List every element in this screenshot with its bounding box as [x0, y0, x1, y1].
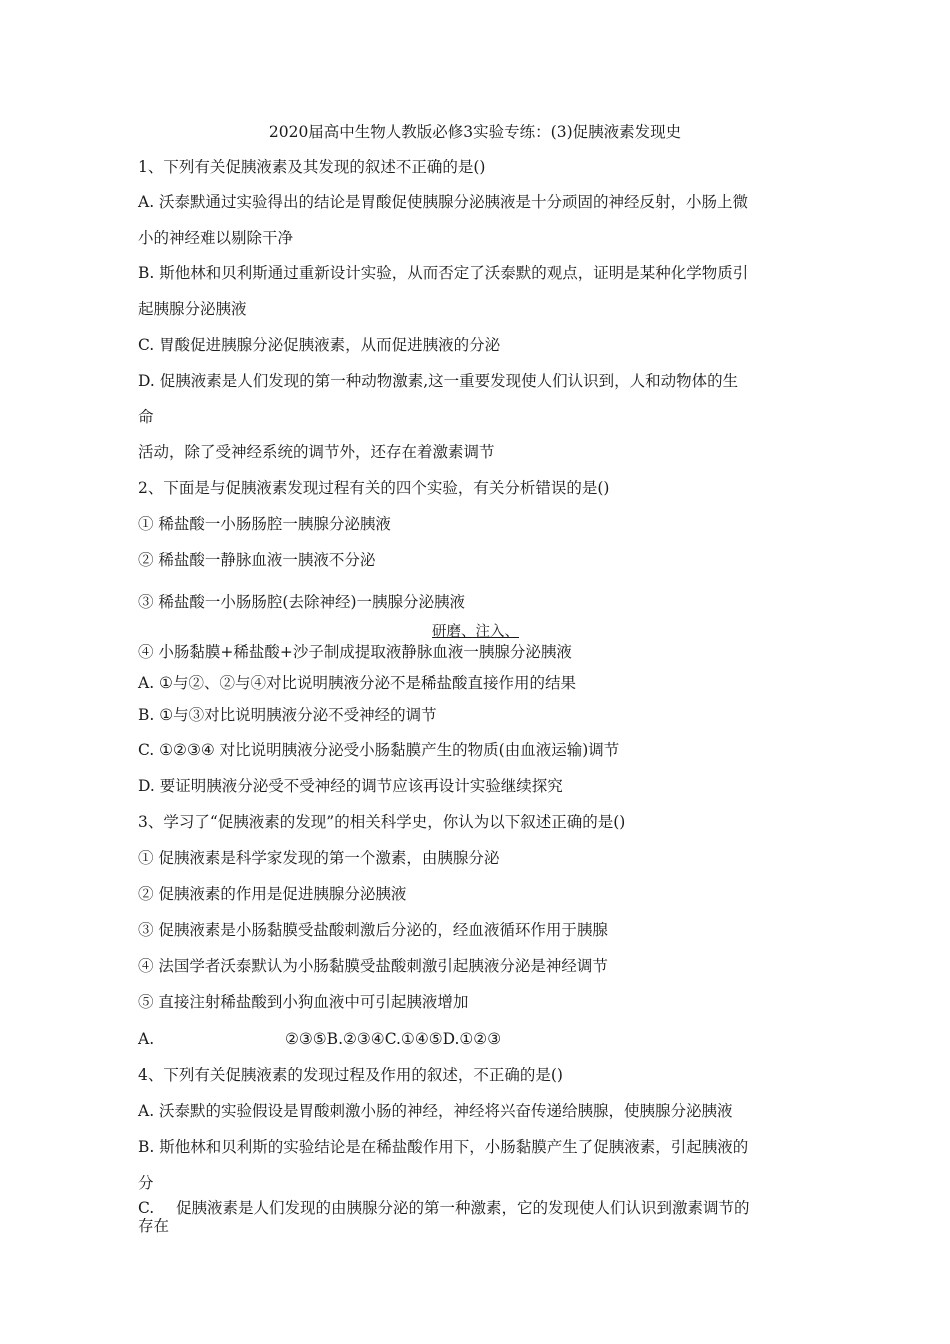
q1-option-c: C. 胃酸促进胰腺分泌促胰液素，从而促进胰液的分泌 — [138, 336, 501, 354]
q2-item-3: ③ 稀盐酸一小肠肠腔(去除神经)一胰腺分泌胰液 — [138, 593, 466, 611]
q3-item-3: ③ 促胰液素是小肠黏膜受盐酸刺激后分泌的，经血液循环作用于胰腺 — [138, 921, 608, 939]
q2-option-c: C. ①②③④ 对比说明胰液分泌受小肠黏膜产生的物质(由血液运输)调节 — [138, 741, 620, 759]
q2-option-a: A. ①与②、②与④对比说明胰液分泌不是稀盐酸直接作用的结果 — [138, 674, 576, 692]
q2-item-4: ④ 小肠黏膜+稀盐酸+沙子制成提取液静脉血液一胰腺分泌胰液 — [138, 643, 572, 661]
q3-options: ②③⑤B.②③④C.①④⑤D.①②③ — [285, 1030, 502, 1048]
q4-option-a: A. 沃泰默的实验假设是胃酸刺激小肠的神经，神经将兴奋传递给胰腺，使胰腺分泌胰液 — [138, 1102, 733, 1120]
q2-stem: 2、下面是与促胰液素发现过程有关的四个实验，有关分析错误的是() — [138, 479, 610, 497]
q2-item-1: ① 稀盐酸一小肠肠腔一胰腺分泌胰液 — [138, 515, 391, 533]
q1-option-b-line1: B. 斯他林和贝利斯通过重新设计实验，从而否定了沃泰默的观点，证明是某种化学物质引 — [138, 264, 749, 282]
q3-item-5: ⑤ 直接注射稀盐酸到小狗血液中可引起胰液增加 — [138, 993, 469, 1011]
q3-stem: 3、学习了“促胰液素的发现”的相关科学史，你认为以下叙述正确的是() — [138, 813, 626, 831]
q4-option-c-text: 促胰液素是人们发现的由胰腺分泌的第一种激素，它的发现使人们认识到激素调节的 — [176, 1199, 750, 1217]
q4-option-c-label: C. — [138, 1199, 155, 1217]
q3-item-4: ④ 法国学者沃泰默认为小肠黏膜受盐酸刺激引起胰液分泌是神经调节 — [138, 957, 608, 975]
q3-item-2: ② 促胰液素的作用是促进胰腺分泌胰液 — [138, 885, 407, 903]
q1-option-d-line3: 活动，除了受神经系统的调节外，还存在着激素调节 — [138, 443, 495, 461]
q4-stem: 4、下列有关促胰液素的发现过程及作用的叙述，不正确的是() — [138, 1066, 563, 1084]
q1-option-b-line2: 起胰腺分泌胰液 — [138, 300, 247, 318]
q4-option-b-line1: B. 斯他林和贝利斯的实验结论是在稀盐酸作用下，小肠黏膜产生了促胰液素，引起胰液的 — [138, 1138, 749, 1156]
q3-options-label: A. — [138, 1030, 155, 1048]
q2-option-d: D. 要证明胰液分泌受不受神经的调节应该再设计实验继续探究 — [138, 777, 563, 795]
q2-option-b: B. ①与③对比说明胰液分泌不受神经的调节 — [138, 706, 437, 724]
q3-item-1: ① 促胰液素是科学家发现的第一个激素，由胰腺分泌 — [138, 849, 500, 867]
q4-option-b-line2: 分 — [138, 1174, 154, 1192]
q4-option-c-line2: 存在 — [138, 1217, 170, 1235]
q2-item-4-arrow-label: 研磨、注入、 — [432, 624, 519, 640]
q1-stem: 1、下列有关促胰液素及其发现的叙述不正确的是() — [138, 158, 486, 176]
q1-option-a-line1: A. 沃泰默通过实验得出的结论是胃酸促使胰腺分泌胰液是十分顽固的神经反射，小肠上微 — [138, 193, 749, 211]
q1-option-a-line2: 小的神经难以剔除干净 — [138, 229, 294, 247]
q2-item-2: ② 稀盐酸一静脉血液一胰液不分泌 — [138, 551, 376, 569]
q1-option-d-line1: D. 促胰液素是人们发现的第一种动物激素,这一重要发现使人们认识到，人和动物体的生 — [138, 372, 739, 390]
document-title: 2020届高中生物人教版必修3实验专练：(3)促胰液素发现史 — [268, 123, 682, 141]
q1-option-d-line2: 命 — [138, 408, 154, 426]
